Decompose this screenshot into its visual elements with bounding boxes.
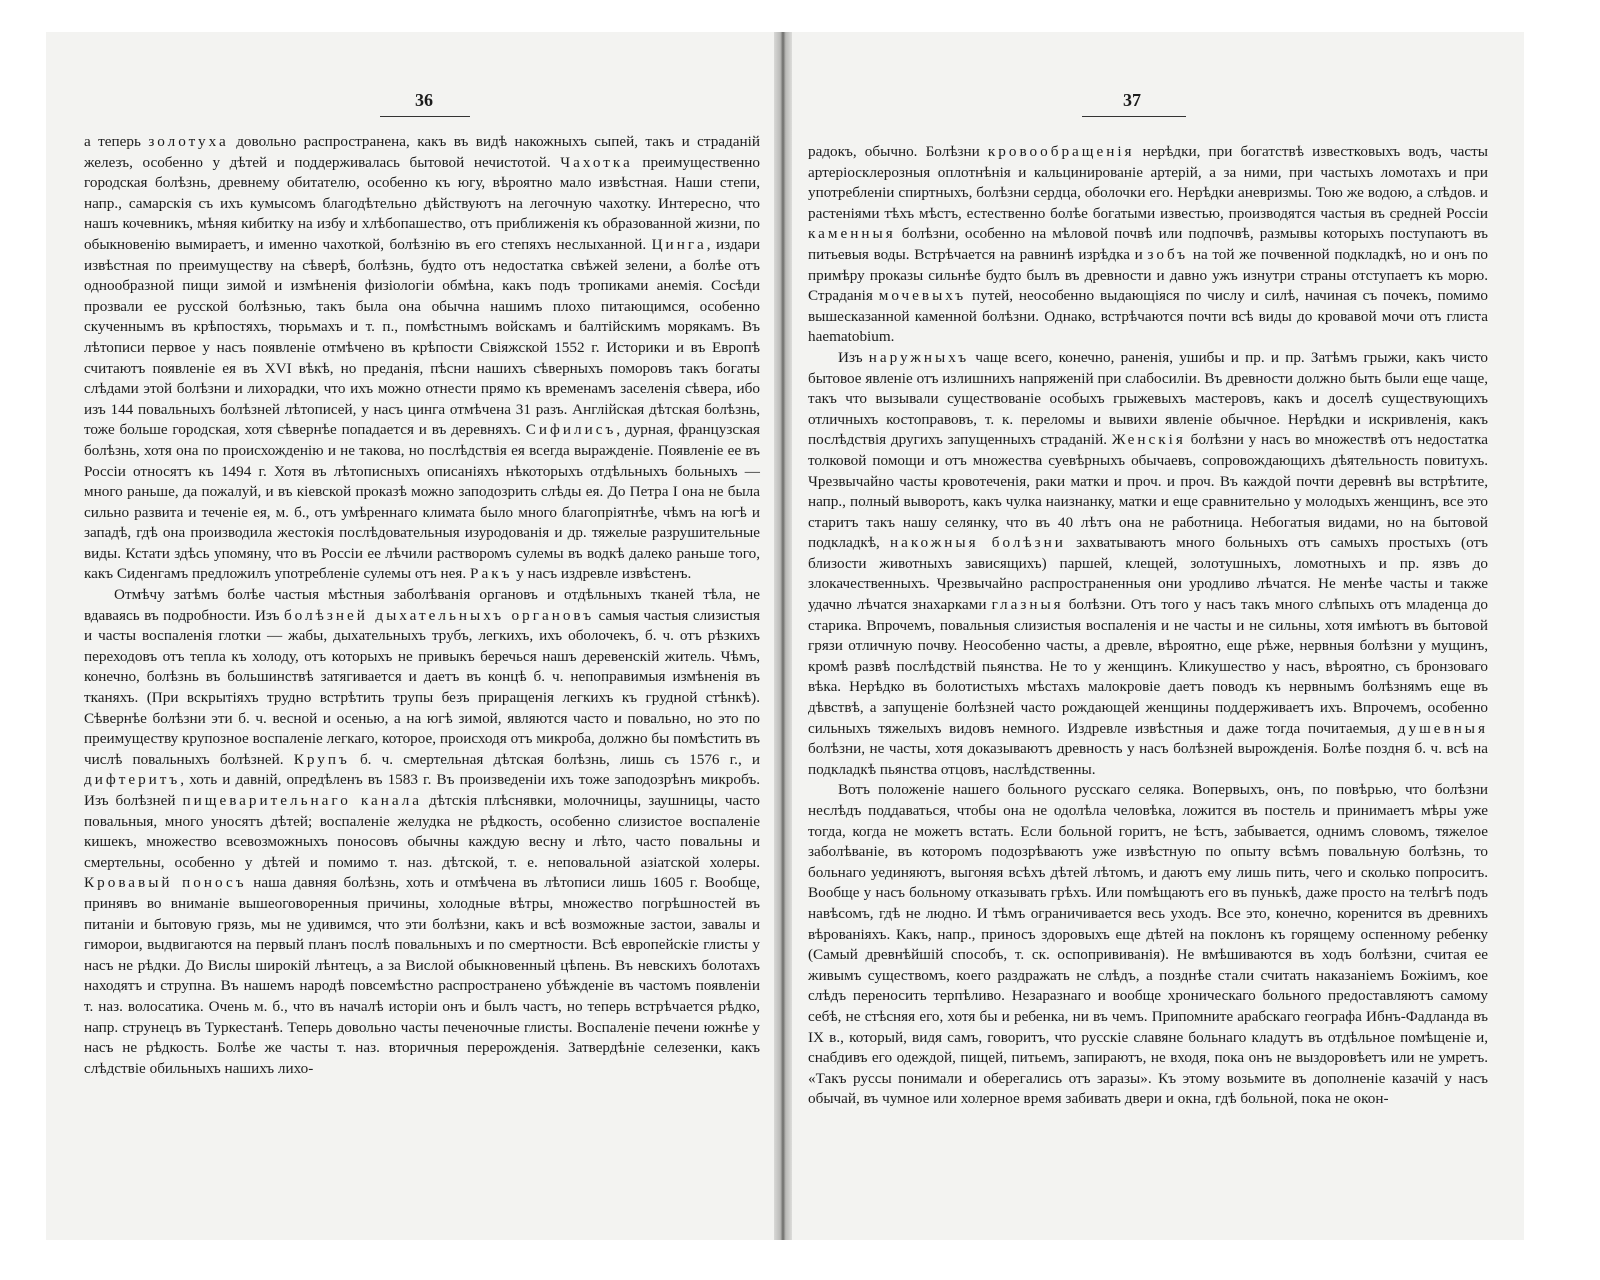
left-page xyxy=(46,32,774,1240)
text-run: самыя частыя слизистыя и часты воспаленія глотки — жабы, дыхательныхъ трубъ, легкихъ, ихъ оболочекъ, б. ч. отъ рѣзкихъ переходовъ отъ тепла къ холоду, отъ которыхъ не привыкъ беречься нашъ деревенскій житель. Чѣмъ, конечно, болѣзнь въ большинствѣ затягивается и даетъ въ концѣ б. ч. непоправимыя измѣненія въ тканяхъ. (При вскрытіяхъ трудно встрѣтить трупы безъ приращенія легкихъ къ грудной стѣнкѣ). Сѣвернѣе болѣзни эти б. ч. весной и осенью, а на югѣ зимой, являются часто и повально, но это по преимуществу крупозное воспаленіе легкаго, которое, происходя отъ микроба, должно бы помѣстить въ числѣ повальныхъ болѣзней. xyxy=(84,606,760,768)
header-rule-left xyxy=(380,116,470,117)
spaced-term: глазныя xyxy=(991,596,1064,614)
text-run: радокъ, обычно. Болѣзни xyxy=(808,143,988,160)
right-page xyxy=(792,32,1524,1240)
right-paragraph xyxy=(808,348,1488,780)
text-run: путей, неособенно выдающіяся по числу и силѣ, начиная съ почекъ, помимо вышесказанной каменной болѣзни. Однако, встрѣчаются почти всѣ виды до кровавой мочи отъ глиста haematobium. xyxy=(808,287,1488,346)
text-run: наша давняя болѣзнь, хоть и отмѣчена въ лѣтописи лишь 1605 г. Вообще, принявъ во вниманіе вышеоговоренныя причины, холодные вѣтры, множество погрѣшностей въ питаніи и бытовую грязь, мы не удивимся, что эти болѣзни, какъ и всѣ возможные застои, завалы и гиморои, выдвигаются на первый планъ послѣ повальныхъ и по смертности. Всѣ европейскіе глисты у насъ не рѣдки. До Вислы широкій лѣнтецъ, а за Вислой обыкновенный цѣпень. Въ невскихъ болотахъ находятъ и струпна. Въ нашемъ народѣ повсемѣстно распространено убѣжденіе въ частомъ появленіи т. наз. волосатика. Очень м. б., что въ началѣ исторіи онъ и былъ частъ, но теперь встрѣчается рѣдко, напр. струнецъ въ Туркестанѣ. Теперь довольно часты печеночные глисты. Воспаленіе печени южнѣе у насъ не рѣдкость. Болѣе же часты т. наз. вторичныя перерожденія. Затвердѣніе селезенки, какъ слѣдствіе обильныхъ нашихъ лихо- xyxy=(84,874,760,1077)
left-paragraph xyxy=(84,132,760,585)
spaced-term: наружныхъ xyxy=(868,348,970,366)
spaced-term: Кровавый поносъ xyxy=(84,874,247,892)
spaced-term: Женскія xyxy=(1111,431,1186,449)
spaced-term: Чахотка xyxy=(560,153,633,171)
spaced-term: мочевыхъ xyxy=(878,287,967,305)
page-number-left: 36 xyxy=(415,90,433,110)
spaced-term: душевныя xyxy=(1397,719,1488,737)
left-page-text xyxy=(84,132,760,1079)
text-run: болѣзни, особенно на мѣловой почвѣ или подпочвѣ, размывы которыхъ поступаютъ въ питьевыя воды. Встрѣчается на равнинѣ изрѣдка и xyxy=(808,225,1488,263)
right-paragraph xyxy=(808,780,1488,1110)
text-run: нерѣдки, при богатствѣ известковыхъ водъ, часты артеріосклерозныя оплотнѣнія и кальцинированіе артерій, а за ними, при частыхъ ломотахъ и при употребленіи спиртныхъ, болѣзни сердца, оболочки его. Нерѣдки аневризмы. Тою же водою, а слѣдов. и растеніями тѣхъ мѣстъ, естественно болѣе богатыми известью, производятся частыя въ средней Россіи xyxy=(808,143,1488,222)
text-run: на той же почвенной подкладкѣ, но и онъ по примѣру проказы сильнѣе будто былъ въ древности и давно ужъ изнутри страны отступаетъ къ морю. Страданія xyxy=(808,245,1488,305)
text-run: чаще всего, конечно, раненія, ушибы и пр. и пр. Затѣмъ грыжи, какъ чисто бытовое явленіе отъ излишнихъ напряженій при слабосиліи. Въ древности должно быть были еще чаще, такъ что вызывали существованіе особыхъ грыжевыхъ мастеровъ, какъ и доселѣ существующихъ отличныхъ костоправовъ, т. к. переломы и вывихи явленіе обычное. Нерѣдки и искривленія, какъ послѣдствія другихъ запущенныхъ страданій. xyxy=(808,348,1488,449)
text-run: б. ч. смертельная дѣтская болѣзнь, лишь съ 1576 г., и xyxy=(349,750,760,768)
spaced-term: накожныя болѣзни xyxy=(890,534,1066,552)
spaced-term: золотуха xyxy=(148,133,229,150)
header-rule-right xyxy=(1082,116,1186,117)
text-run: , издари извѣстная по преимуществу на сѣверѣ, болѣзнь, будто отъ недостатка свѣжей зелени, а болѣе отъ однообразной пищи зимой и измѣненія физіологіи обмѣна, какъ подъ тропиками анемія. Сосѣди прозвали ее русской болѣзнью, такъ была она обычна нашимъ плохо питающимся, особенно скученнымъ въ крѣпостяхъ, тюрьмахъ и т. п., помѣстнымъ войскамъ и балтійскимъ морякамъ. Въ лѣтописи первое у насъ появленіе отмѣчено въ крѣпости Свіяжской 1552 г. Историки и въ Европѣ считаютъ появленіе ея въ XVI вѣкѣ, но преданія, пѣсни нашихъ сѣверныхъ поморовъ такъ богаты слѣдами этой болѣзни и лихорадки, что ихъ можно отнести прямо къ временамъ заселенія сѣвера, ибо изъ 144 повальныхъ болѣзней лѣтописей, у насъ цинга отмѣчена 31 разъ. Англійская дѣтская болѣзнь, тоже больше городская, хотя сѣвернѣе попадается и въ деревняхъ. xyxy=(84,235,761,439)
book-gutter xyxy=(774,32,792,1240)
spaced-term: дифтеритъ xyxy=(84,771,181,789)
right-page-text xyxy=(808,142,1488,1110)
text-run: Вотъ положеніе нашего больного русскаго селяка. Вопервыхъ, онъ, по повѣрью, что болѣзни неслѣдъ поддаваться, чтобы она не одолѣла человѣка, ложится въ постель и принимаетъ мѣры уже тогда, когда не можетъ встать. Если больной горитъ, не ѣстъ, забывается, однимъ словомъ, тяжелое заболѣваніе, въ которомъ подозрѣваютъ уже извѣстную по опыту всѣмъ повальную болѣзнь, то больнаго уединяютъ, выгоняя всѣхъ дѣтей лѣтомъ, и даютъ ему лишь пить, чего и сколько попроситъ. Вообще у насъ больному отказывать грѣхъ. Или помѣщаютъ его въ пунькѣ, даже просто на телѣгѣ подъ навѣсомъ, гдѣ не людно. И тѣмъ ограничивается весь уходъ. Все это, конечно, коренится въ древнихъ вѣрованіяхъ. Какъ, напр., приносъ здоровыхъ еще дѣтей на поклонъ къ горящему оспенному ребенку (Самый древнѣйшій способъ, т. ск. оспопрививанія). Не вмѣшиваются въ ходъ болѣзни, считая ее живымъ существомъ, коего раздражать не слѣдъ, а позднѣе стали считать наказаніемъ Божіимъ, кое слѣдъ переносить терпѣливо. Незаразнаго и вообще хроническаго больного предоставляютъ самому себѣ, не стѣсняя его, хотя бы и ребенка, ни въ чемъ. Припомните арабскаго географа Ибнъ-Фадланда въ IX в., который, видя самъ, говоритъ, что русскіе славяне больнаго кладутъ въ отдѣльное помѣщеніе и, снабдивъ его одеждой, пищей, питьемъ, запираютъ, не входя, пока онъ не выздоровѣетъ или не умретъ. «Такъ руссы понимали и оберегались отъ заразы». Къ этому возьмите въ дополненіе казачій у насъ обычай, въ чумное или холерное время забивать двери и окна, гдѣ больной, пока не окон- xyxy=(808,781,1488,1108)
spaced-term: болѣзней дыхательныхъ органовъ xyxy=(283,606,595,624)
text-run: Изъ xyxy=(838,348,869,366)
spaced-term: Ракъ xyxy=(470,565,513,583)
text-run: , хоть и давній, опредѣленъ въ 1583 г. Въ произведеніи ихъ тоже заподозрѣнъ микробъ. Изъ болѣзней xyxy=(84,771,760,809)
text-run: довольно распространена, какъ въ видѣ накожныхъ сыпей, такъ и страданій железъ, особенно у дѣтей и поддерживалась бытовой нечистотой. xyxy=(84,133,760,171)
spaced-term: Сифилисъ xyxy=(525,421,617,439)
right-paragraph xyxy=(808,142,1488,348)
text-run: преимущественно городская болѣзнь, древнему обитателю, особенно къ югу, вѣроятно мало извѣстная. Наши степи, напр., самарскія съ ихъ кумысомъ благодѣтельно дѣйствуютъ на легочную чахотку. Интересно, что нашъ кочевникъ, мѣняя кибитку на избу и хлѣбопашество, отъ приближенія къ образованной жизни, по обыкновенію вымираетъ, и именно чахоткой, болѣзнію въ его степяхъ неслыханной. xyxy=(84,153,760,253)
text-run: у насъ издревле извѣстенъ. xyxy=(512,565,692,583)
text-run: дѣтскія плѣснявки, молочницы, заушницы, часто повальныя, много уносятъ дѣтей; воспаленіе желудка не рѣдкость, особенно слизистое воспаленіе кишекъ, множество всевозможныхъ поносовъ обычны каждую весну и лѣто, часто повальны и смертельны, особенно у дѣтей и помимо т. наз. дѣтской, т. е. неповальной азіатской холеры. xyxy=(84,792,760,871)
spaced-term: каменныя xyxy=(808,225,896,243)
spaced-term: пищеварительнаго канала xyxy=(182,792,423,809)
text-run: Отмѣчу затѣмъ болѣе частыя мѣстныя заболѣванія органовъ и отдѣльныхъ тканей тѣла, не вдаваясь въ подробности. Изъ xyxy=(84,586,760,624)
spaced-term: кровообращенія xyxy=(987,143,1135,160)
spaced-term: Цинга xyxy=(651,235,707,253)
page-number-right: 37 xyxy=(1123,90,1141,110)
spaced-term: Крупъ xyxy=(293,750,350,768)
text-run: захватываютъ много больныхъ отъ самыхъ простыхъ (отъ близости животныхъ зависящихъ) паршей, клещей, золотушныхъ, ломотныхъ и пр. язвъ до злокачественныхъ. Чрезвычайно распространенныя они уродливо лѣчатся. Не менѣе часты и также удачно лѣчатся знахарками xyxy=(808,534,1489,614)
text-run: болѣзни у насъ во множествѣ отъ недостатка толковой помощи и отъ множества суевѣрныхъ обычаевъ, сопровождающихъ дѣятельность повитухъ. Чрезвычайно часты кровотеченія, раки матки и проч. и проч. Въ каждой почти деревнѣ вы встрѣтите, напр., полный выворотъ, какъ чулка наизнанку, матки и еще сравнительно у молодыхъ женщинъ, все это старитъ такъ нашу селянку, что въ 40 лѣтъ она не работница. Небогатыя видами, но на бытовой подкладкѣ, xyxy=(808,431,1488,552)
spaced-term: зобъ xyxy=(1147,245,1189,263)
text-run: , дурная, французская болѣзнь, хотя она по происхожденію и не такова, но послѣдствія ея всегда выражденіе. Появленіе ее въ Россіи относятъ къ 1494 г. Хотя въ лѣтописныхъ описаніяхъ нѣкоторыхъ отдѣльныхъ больныхъ — много раньше, да пожалуй, и въ кіевской проказѣ можно заподозрить слѣды ея. До Петра I она не была сильно развита и теченіе ея, м. б., отъ умѣреннаго климата было много благопріятнѣе, чѣмъ на югѣ и западѣ, гдѣ она производила жестокія послѣдовательныя изуродованія и др. тяжелые разрушительные виды. Кстати здѣсь упомяну, что въ Россіи ее лѣчили растворомъ сулемы въ водкѣ далеко раньше того, какъ Сиденгамъ предложилъ употребленіе сулемы отъ нея. xyxy=(84,421,760,583)
text-run: болѣзни. Отъ того у насъ такъ много слѣпыхъ отъ младенца до старика. Впрочемъ, повальныя слизистыя воспаленія и не часты и не сильны, хотя имѣютъ въ бытовой грязи отличную почву. Неособенно часты, а древле, вѣроятно, еще рѣже, нервныя болѣзни у мущинъ, кромѣ развѣ послѣдствій пьянства. Не то у женщинъ. Кликушество у насъ, вѣроятно, съ бронзоваго вѣка. Нерѣдко въ болотистыхъ мѣстахъ малокровіе даетъ поводъ къ нервнымъ болѣзнямъ еще въ дѣвствѣ, а запущеніе болѣзней часто рождающей женщины поддерживаетъ ихъ. Впрочемъ, особенно сильныхъ тяжелыхъ видовъ немного. Издревле извѣстныя и даже тогда почитаемыя, xyxy=(808,596,1488,737)
text-run: болѣзни, не часты, хотя доказываютъ древность у насъ болѣзней вырожденія. Болѣе поздня б. ч. всѣ на подкладкѣ пьянства отцовъ, наслѣдственны. xyxy=(808,740,1488,778)
text-run: а теперь xyxy=(84,133,149,150)
left-paragraph xyxy=(84,585,760,1079)
